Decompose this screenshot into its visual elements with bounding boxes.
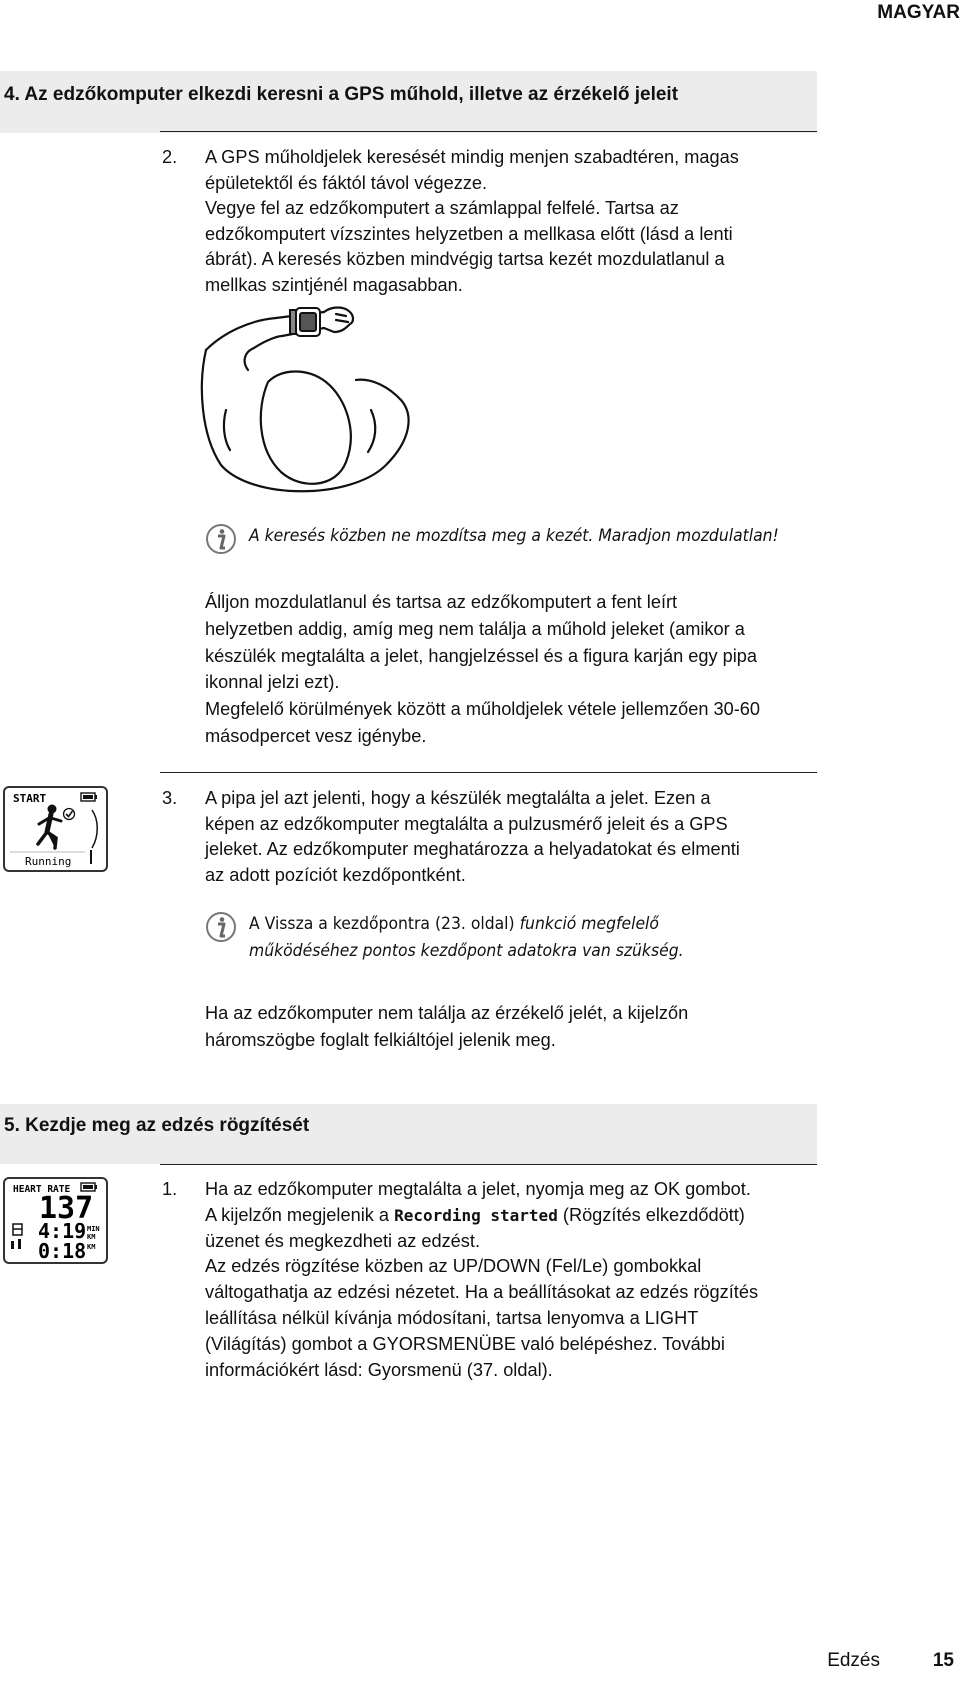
text-line: jeleket. Az edzőkomputer meghatározza a helyadatokat és elmenti (205, 839, 740, 860)
text-line: épületektől és fáktól távol végezze. (205, 172, 488, 193)
heart-rate-screen-title: HEART RATE (13, 1184, 71, 1195)
text-line: edzőkomputert vízszintes helyzetben a mellkasa előtt (lásd a lenti (205, 223, 733, 244)
start-screen-title: START (13, 792, 47, 805)
text-part: (Rögzítés elkezdődött) (557, 1204, 745, 1225)
heart-rate-value: 137 (39, 1191, 94, 1226)
text-line: A pipa jel azt jelenti, hogy a készülék megtalálta a jelet. Ezen a (205, 788, 711, 808)
section-4-title: 4. Az edzőkomputer elkezdi keresni a GPS műhold, illetve az érzékelő jeleit (0, 71, 817, 133)
text-line: készülék megtalálta a jelet, hangjelzéssel és a figura karján egy pipa (205, 645, 758, 666)
info-icon (205, 523, 237, 555)
text-line: leállítása nélkül kívánja módosítani, tartsa lenyomva a LIGHT (205, 1307, 699, 1328)
text-line: képen az edzőkomputer megtalálta a pulzusmérő jeleit és a GPS (205, 813, 728, 834)
info-icon (205, 911, 237, 943)
check-icon (64, 809, 75, 820)
divider (160, 1164, 817, 1165)
text-part: információkért lásd: (205, 1359, 368, 1380)
text-line: üzenet és megkezdheti az edzést. (205, 1230, 480, 1251)
text-line: ikonnal jelzi ezt). (205, 672, 340, 693)
paragraph-no-signal (205, 1000, 825, 1054)
cross-reference-link[interactable]: A Vissza a kezdőpontra (23. oldal) (249, 913, 515, 933)
step-number: 2. (162, 147, 178, 167)
text-line (205, 1203, 822, 1229)
gps-icon (13, 1224, 22, 1235)
text-line: Ha az edzőkomputer nem találja az érzékelő jelét, a kijelzőn (205, 1003, 689, 1023)
section-5-title: 5. Kezdje meg az edzés rögzítését (0, 1104, 817, 1164)
step-3 (162, 786, 822, 888)
note-2 (205, 910, 825, 964)
text-line: háromszögbe foglalt felkiáltójel jelenik meg. (205, 1029, 556, 1050)
note-text (249, 910, 785, 964)
pace-unit-top: MIN (87, 1225, 100, 1233)
sport-mode-label: Running (25, 855, 72, 868)
step-1 (162, 1177, 822, 1383)
note-text: A keresés közben ne mozdítsa meg a kezét. Maradjon mozdulatlan! (249, 525, 779, 545)
text-line: Álljon mozdulatlanul és tartsa az edzőkomputert a fent leírt (205, 592, 678, 612)
running-figure-icon (11, 1239, 21, 1249)
step-2 (162, 145, 822, 299)
page-number: 15 (932, 1650, 954, 1671)
text-line: (Világítás) gombot a GYORSMENÜBE való belépéshez. További (205, 1333, 725, 1354)
text-line: A GPS műholdjelek keresését mindig menjen szabadtéren, magas (205, 147, 739, 167)
distance-value: 0:18 (38, 1239, 87, 1261)
note-text-part: működéséhez pontos kezdőpont adatokra van szükség. (249, 939, 684, 960)
pace-unit-bottom: KM (87, 1233, 96, 1241)
runner-icon (38, 805, 61, 848)
display-message: Recording started (394, 1205, 558, 1225)
text-line: Vegye fel az edzőkomputert a számlappal felfelé. Tartsa az (205, 198, 679, 219)
pace-value: 4:19 (38, 1219, 87, 1243)
paragraph-signal-search (205, 589, 825, 750)
distance-unit: KM (87, 1243, 96, 1251)
divider (160, 131, 817, 132)
text-line (205, 1358, 822, 1384)
arm-posture-illustration (196, 300, 426, 500)
text-line: helyzetben addig, amíg meg nem találja a műhold jeleket (amikor a (205, 618, 745, 639)
divider (160, 772, 817, 773)
note-1 (205, 522, 825, 549)
footer-section-name: Edzés (827, 1650, 880, 1671)
step-number: 3. (162, 788, 178, 808)
language-label: MAGYAR (877, 2, 960, 23)
text-line: másodpercet vesz igénybe. (205, 725, 427, 746)
step-number: 1. (162, 1179, 178, 1199)
note-text-part: funkció megfelelő (514, 913, 659, 933)
text-part: A kijelzőn megjelenik a (205, 1204, 395, 1225)
heart-rate-screen (3, 1177, 108, 1264)
text-line: Ha az edzőkomputer megtalálta a jelet, nyomja meg az OK gombot. (205, 1179, 751, 1199)
text-line: Megfelelő körülmények között a műholdjelek vétele jellemzően 30-60 (205, 699, 761, 720)
start-screen (3, 786, 108, 872)
cross-reference-link[interactable]: Gyorsmenü (37. oldal). (367, 1359, 553, 1380)
text-line: ábrát). A keresés közben mindvégig tartsa kezét mozdulatlanul a (205, 249, 725, 270)
text-line: mellkas szintjénél magasabban. (205, 274, 463, 295)
text-line: az adott pozíciót kezdőpontként. (205, 864, 466, 885)
text-line: váltogathatja az edzési nézetet. Ha a beállításokat az edzés rögzítés (205, 1282, 759, 1303)
text-line: Az edzés rögzítése közben az UP/DOWN (Fel/Le) gombokkal (205, 1256, 702, 1277)
